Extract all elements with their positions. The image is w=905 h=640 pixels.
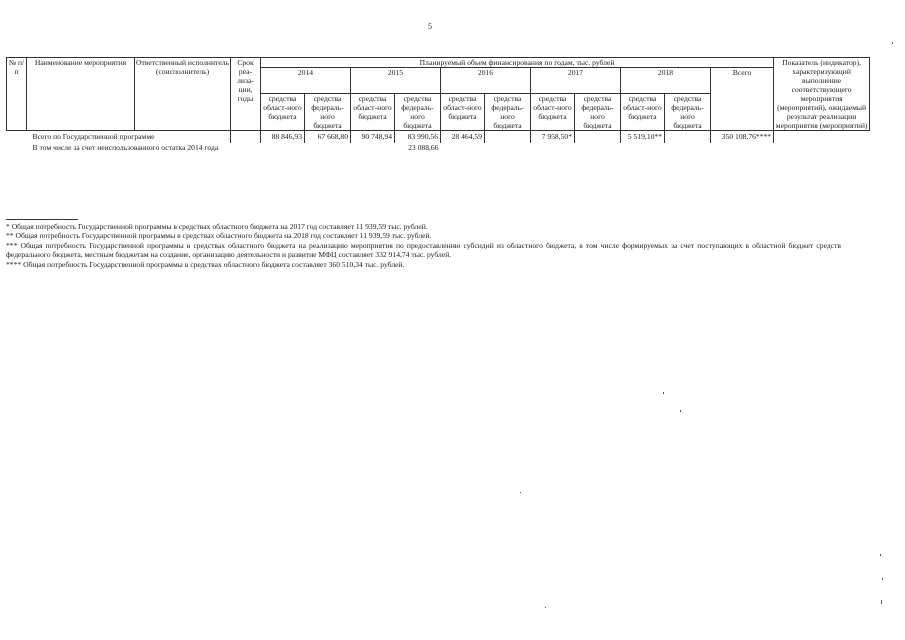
table-row-total [7,131,870,144]
header-federal-2014: средства федераль-ного бюджета [305,94,351,131]
total-2015-federal: 83 990,56 [395,131,441,144]
header-total: Всего [711,68,774,131]
remainder-2015-federal: 23 088,66 [408,143,439,152]
header-federal-2018: средства федераль-ного бюджета [665,94,711,131]
header-regional-2015: средства област-ного бюджета [351,94,395,131]
total-2014-regional: 88 846,93 [261,131,305,144]
scan-speck [663,392,664,394]
total-2017-regional: 7 958,50* [531,131,575,144]
scan-speck [892,42,893,44]
total-2014-federal: 67 668,80 [305,131,351,144]
scan-speck [545,607,546,608]
header-regional-2018: средства област-ного бюджета [621,94,665,131]
footnote-1: * Общая потребность Государственной программы в средствах областного бюджета на 2017 год составляет 11 939,59 тыс. рублей. [6,222,428,231]
total-all: 350 108,76**** [711,131,774,144]
remainder-row-label: В том числе за счет неиспользованного остатка 2014 года [32,143,219,152]
header-funding: Планируемый объем финансирования по годам, тыс. рублей [261,58,774,68]
header-year-2015: 2015 [351,68,441,94]
scan-speck [520,492,521,493]
header-executor: Ответственный исполнитель (соисполнитель) [135,58,231,131]
funding-table [6,57,870,165]
scan-speck [881,600,882,604]
footnote-4: **** Общая потребность Государственной программы в средствах областного бюджета составляет 360 510,34 тыс. рублей. [6,259,405,269]
total-2018-regional: 5 519,10** [621,131,665,144]
total-row-indicator [774,131,870,144]
footnotes [6,222,841,269]
header-indicator: Показатель (индикатор), характеризующий выполнение соответствующего мероприятия (мероприятий), ожидаемый результат реализации мероприятия (мероприятий) [774,58,870,131]
header-name: Наименование мероприятия [27,58,135,131]
header-year-2014: 2014 [261,68,351,94]
footnote-2: ** Общая потребность Государственной программы в средствах областного бюджета на 2018 год составляет 11 939,59 тыс. рублей. [6,231,432,241]
header-regional-2016: средства област-ного бюджета [441,94,485,131]
total-row-term [231,131,261,144]
scan-speck [680,410,681,412]
scan-speck [882,578,883,580]
header-term: Срок реа-лиза-ции, годы [231,58,261,131]
total-row-label: Всего по Государственной программе [7,131,231,144]
total-2016-federal [485,131,531,144]
page-number: 5 [428,22,432,31]
total-2016-regional: 28 464,59 [441,131,485,144]
header-year-2018: 2018 [621,68,711,94]
header-federal-2017: средства федераль-ного бюджета [575,94,621,131]
total-2015-regional: 90 748,94 [351,131,395,144]
footnote-divider [6,219,78,220]
header-federal-2015: средства федераль-ного бюджета [395,94,441,131]
header-year-2016: 2016 [441,68,531,94]
scan-speck [880,554,881,556]
table-row-remainder [7,143,870,165]
header-regional-2014: средства област-ного бюджета [261,94,305,131]
footnote-3: *** Общая потребность Государственной программы в средствах областного бюджета на реализацию мероприятия по предоставлению субсидий из областного бюджета, в том числе формируемых за счет поступающих в областной бюджет средств федерального бюджета, местным бюджетам на создание, организацию деятельности и развитие МФЦ составляет 332 914,74 тыс. рублей. [6,240,841,260]
header-num: № п/п [7,58,27,131]
total-2017-federal [575,131,621,144]
header-regional-2017: средства област-ного бюджета [531,94,575,131]
header-federal-2016: средства федераль-ного бюджета [485,94,531,131]
total-2018-federal [665,131,711,144]
header-year-2017: 2017 [531,68,621,94]
